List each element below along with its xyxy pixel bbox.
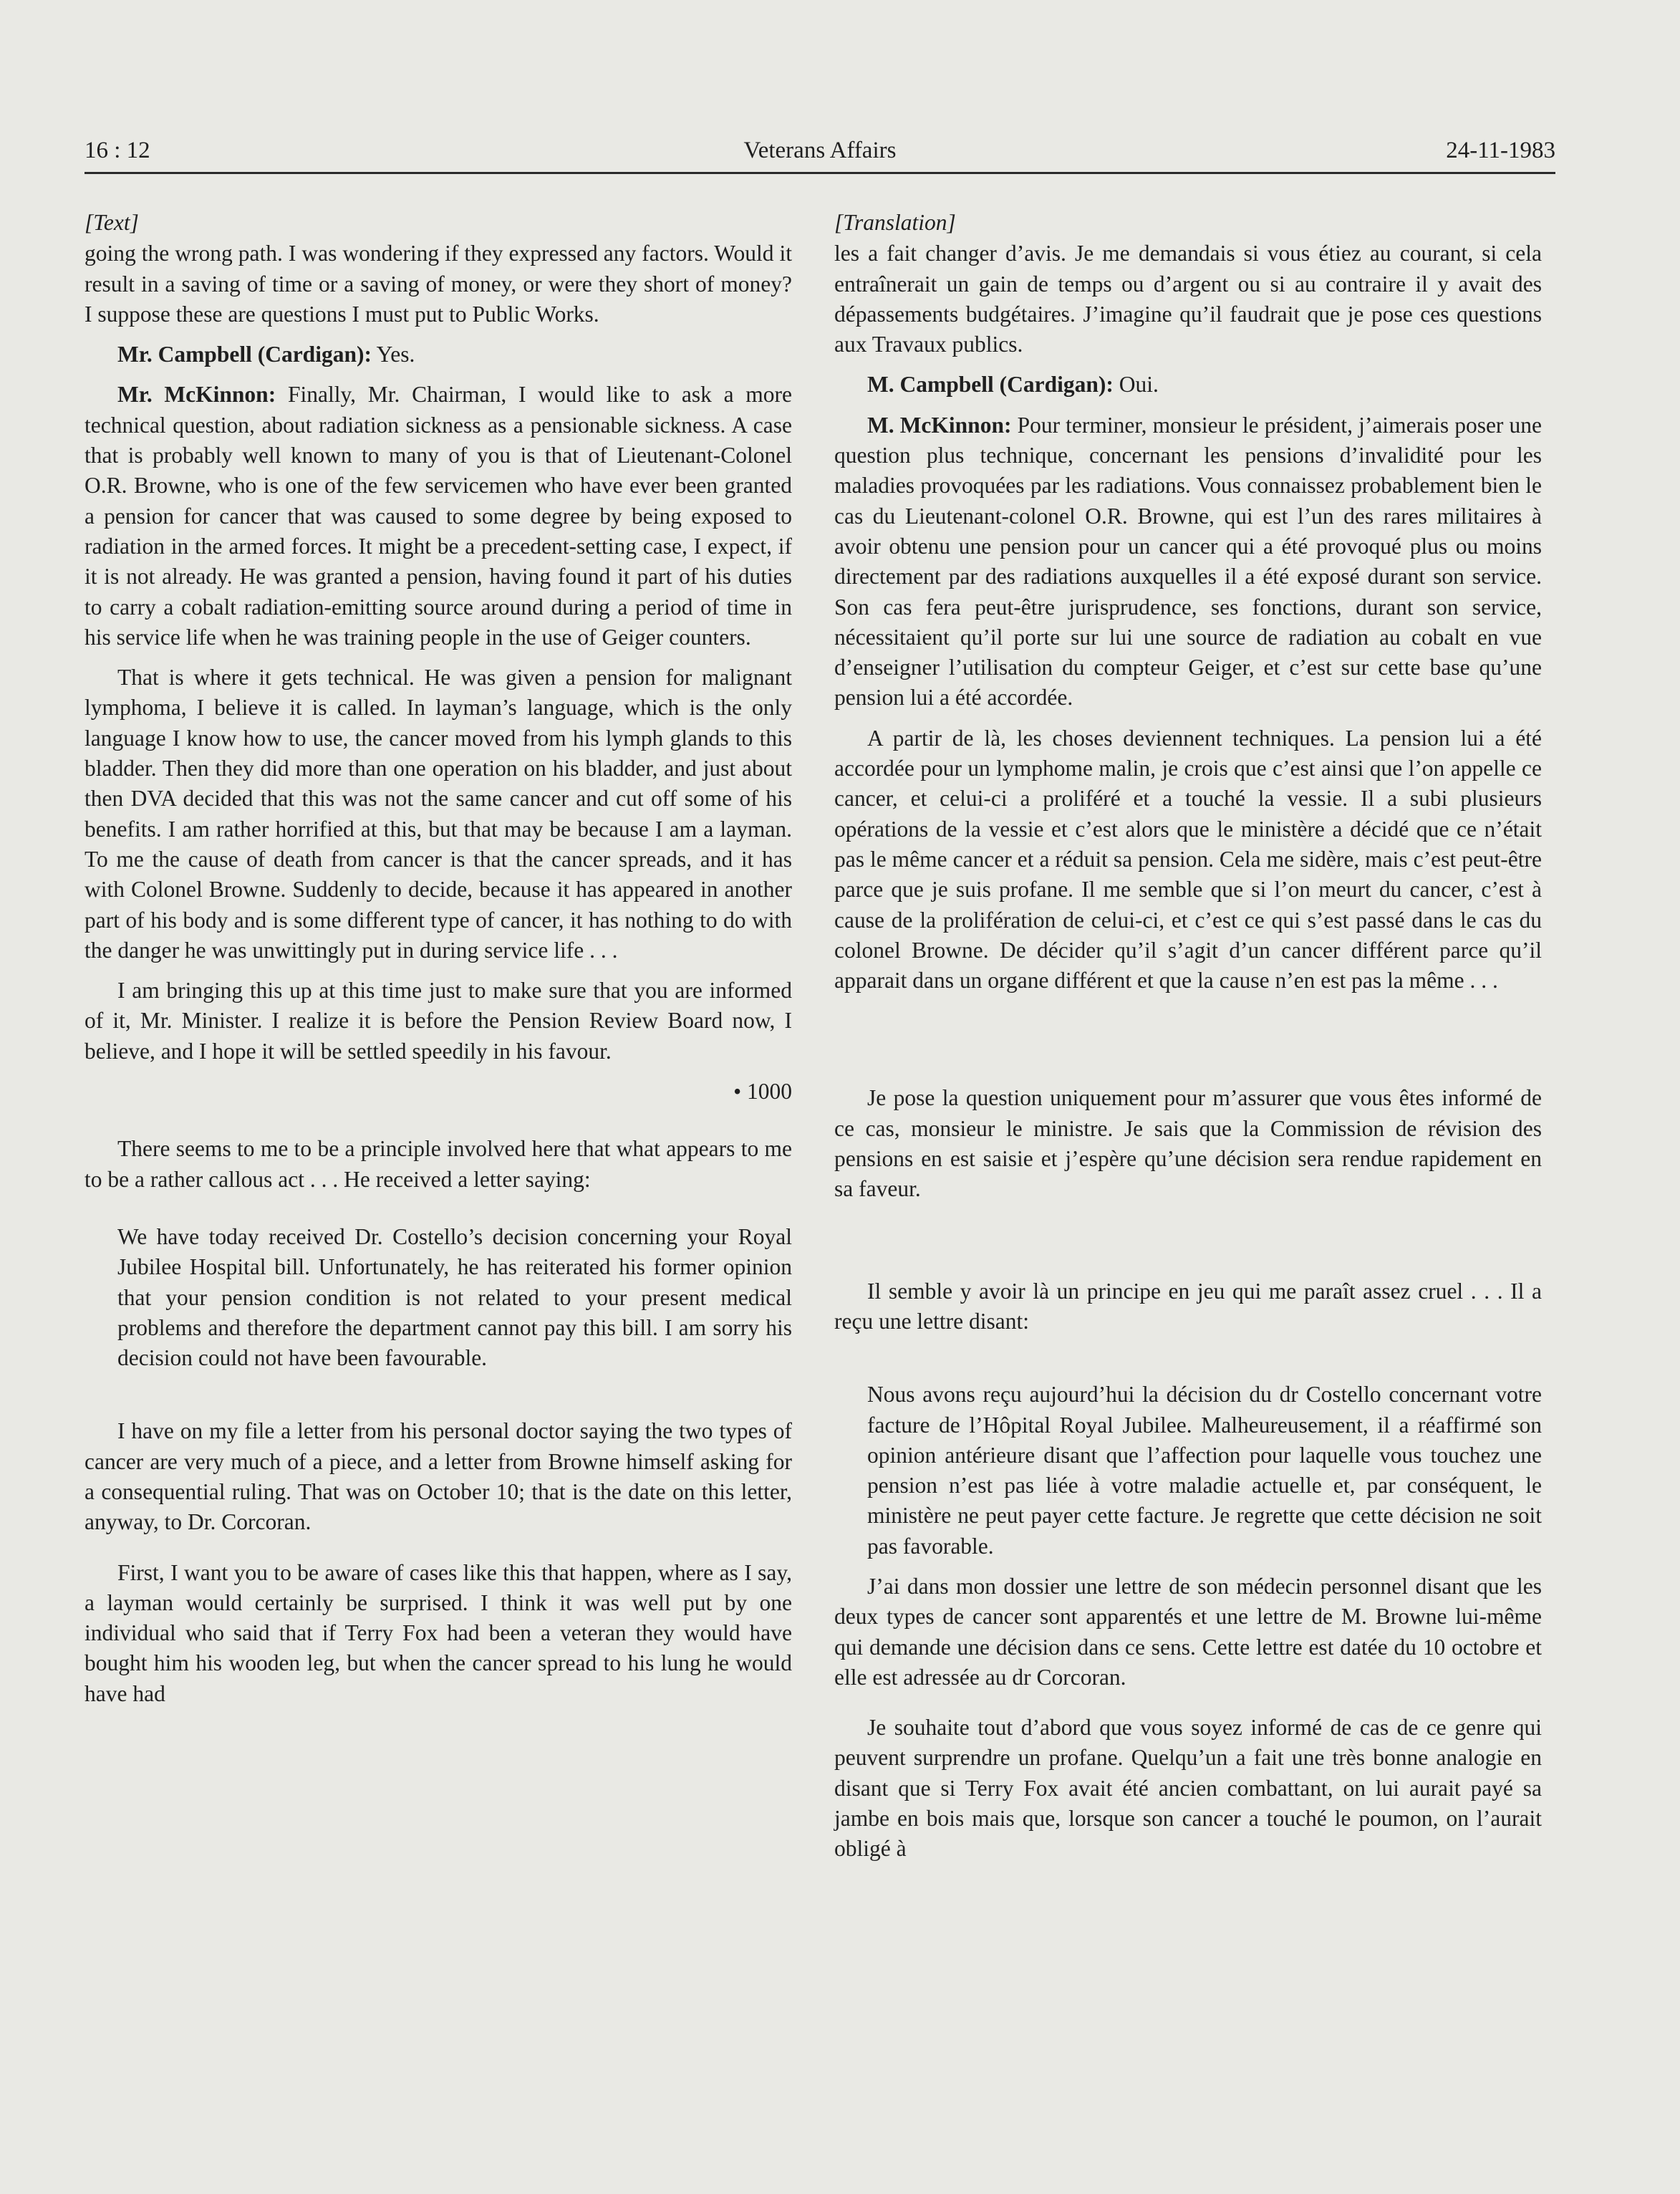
speech-text: Yes.	[376, 342, 415, 367]
paragraph: Il semble y avoir là un principe en jeu qui me paraît assez cruel . . . Il a reçu une lettre disant:	[834, 1278, 1542, 1334]
english-column	[85, 208, 792, 1709]
paragraph: Je souhaite tout d’abord que vous soyez informé de cas de ce genre qui peuvent surprendre un profane. Quelqu’un a fait une très bonne analogie en disant que si Terry Fox avait été ancien combattant, on lui aurait payé sa jambe en bois mais que, lorsque son cancer a touché le poumon, on l’aurait obligé à	[834, 1715, 1542, 1862]
speaker-name: M. Campbell (Cardigan):	[867, 372, 1114, 398]
speaker-paragraph	[834, 410, 1542, 713]
paragraph: That is where it gets technical. He was given a pension for malignant lymphoma, I believe it is called. In layman’s language, which is the only language I know how to use, the cancer moved from his lymph glands to this bladder. Then they did more than one operation on his bladder, and just about then DVA decided that this was not the same cancer and cut off some of his benefits. I am rather horrified at this, but that may be because I am a layman. To me the cause of death from cancer is that the cancer spreads, and it has with Colonel Browne. Suddenly to decide, because it has appeared in another part of his body and is some different type of cancer, it has nothing to do with the danger he was unwittingly put in during service life . . .	[85, 665, 792, 963]
running-title: Veterans Affairs	[743, 138, 897, 163]
speaker-paragraph	[85, 340, 792, 370]
paragraph: J’ai dans mon dossier une lettre de son médecin personnel disant que les deux types de cancer sont apparentés et une lettre de M. Browne lui-même qui demande une décision dans ce sens. Cette lettre est datée du 10 octobre et elle est adressée au dr Corcoran.	[834, 1573, 1542, 1690]
speaker-paragraph	[85, 380, 792, 653]
quoted-letter: Nous avons reçu aujourd’hui la décision du dr Costello concernant votre facture de l’Hôpital Royal Jubilee. Malheureusement, il a réaffirmé son opinion antérieure disant que l’affection pour laquelle vous touchez une pension n’est pas liée à votre maladie actuelle et, par conséquent, le ministère ne peut payer cette facture. Je regrette que cette décision ne soit pas favorable.	[867, 1382, 1542, 1559]
speech-text: Oui.	[1119, 372, 1159, 398]
paragraph: I am bringing this up at this time just to make sure that you are informed of it, Mr. Minister. I realize it is before the Pension Review Board now, I believe, and I hope it will be settled speedily in his favour.	[85, 978, 792, 1064]
time-marker: • 1000	[733, 1079, 792, 1105]
text-tag: [Text]	[85, 210, 139, 235]
quoted-letter: We have today received Dr. Costello’s decision concerning your Royal Jubilee Hospital bill. Unfortunately, he has reiterated his former opinion that your pension condition is not related to your present medical problems and therefore the department cannot pay this bill. I am sorry his decision could not have been favourable.	[117, 1223, 792, 1371]
french-column	[834, 208, 1542, 1865]
speaker-name: Mr. Campbell (Cardigan):	[117, 342, 372, 367]
paragraph: Je pose la question uniquement pour m’assurer que vous êtes informé de ce cas, monsieur le ministre. Je sais que la Commission de révision des pensions en est saisie et j’espère qu’une décision sera rendue rapidement en sa faveur.	[834, 1085, 1542, 1202]
speaker-name: Mr. McKinnon:	[117, 382, 276, 408]
speech-text: Finally, Mr. Chairman, I would like to ask a more technical question, about radiation sickness as a pensionable sickness. A case that is probably well known to many of you is that of Lieutenant-Colonel O.R. Browne, who is one of the few servicemen who have ever been granted a pension for cancer that was caused to some degree by being exposed to radiation in the armed forces. It might be a precedent-setting case, I expect, if it is not already. He was granted a pension, having found it part of his duties to carry a cobalt radiation-emitting source around during a period of time in his service life when he was training people in the use of Geiger counters.	[85, 382, 793, 650]
translation-tag: [Translation]	[834, 210, 956, 235]
paragraph: I have on my file a letter from his personal doctor saying the two types of cancer are very much of a piece, and a letter from Browne himself asking for a consequential ruling. That was on October 10; that is the date on this letter, anyway, to Dr. Corcoran.	[85, 1418, 792, 1535]
speech-text: Pour terminer, monsieur le président, j’aimerais poser une question plus technique, concernant les pensions d’invalidité pour les maladies provoquées par les radiations. Vous connaissez probablement bien le cas du Lieutenant-colonel O.R. Browne, qui est l’un des rares militaires à avoir obtenu une pension pour un cancer qui a été provoqué plus ou moins directement par des radiations auxquelles il a été exposé durant son service. Son cas fera peut-être jurisprudence, ses fonctions, durant son service, nécessitaient qu’il porte sur lui une source de radiation au cobalt en vue d’enseigner l’utilisation du compteur Geiger, et c’est sur cette base qu’une pension lui a été accordée.	[834, 412, 1542, 711]
page-number: 16 : 12	[85, 138, 150, 163]
paragraph: There seems to me to be a principle involved here that what appears to me to be a rather callous act . . . He received a letter saying:	[85, 1136, 792, 1192]
speaker-paragraph	[834, 370, 1542, 400]
header-date: 24-11-1983	[1446, 138, 1555, 163]
paragraph: les a fait changer d’avis. Je me demandais si vous étiez au courant, si cela entraînerait un gain de temps ou d’argent ou si au contraire il y avait des dépassements budgétaires. J’imagine qu’il faudrait que je pose ces questions aux Travaux publics.	[834, 241, 1542, 357]
paragraph: going the wrong path. I was wondering if they expressed any factors. Would it result in a saving of time or a saving of money, or were they short of money? I suppose these are questions I must put to Public Works.	[85, 241, 792, 327]
page-header	[85, 138, 1555, 174]
paragraph: A partir de là, les choses deviennent techniques. La pension lui a été accordée pour un lymphome malin, je crois que c’est ainsi que l’on appelle ce cancer, et celui-ci a proliféré et a touché la vessie. Il a subi plusieurs opérations de la vessie et c’est alors que le ministère a décidé que ce n’était pas le même cancer et a réduit sa pension. Cela me sidère, mais c’est peut-être parce que je suis profane. Il me semble que si l’on meurt du cancer, c’est à cause de la prolifération de celui-ci, et c’est ce qui s’est passé dans le cas du colonel Browne. De décider qu’il s’agit d’un cancer différent parce qu’il apparait dans un organe différent et que la cause n’en est pas la même . . .	[834, 725, 1542, 993]
paragraph: First, I want you to be aware of cases like this that happen, where as I say, a layman would certainly be surprised. I think it was well put by one individual who said that if Terry Fox had been a veteran they would have bought him his wooden leg, but when the cancer spread to his lung he would have had	[85, 1559, 792, 1706]
speaker-name: M. McKinnon:	[867, 412, 1012, 438]
